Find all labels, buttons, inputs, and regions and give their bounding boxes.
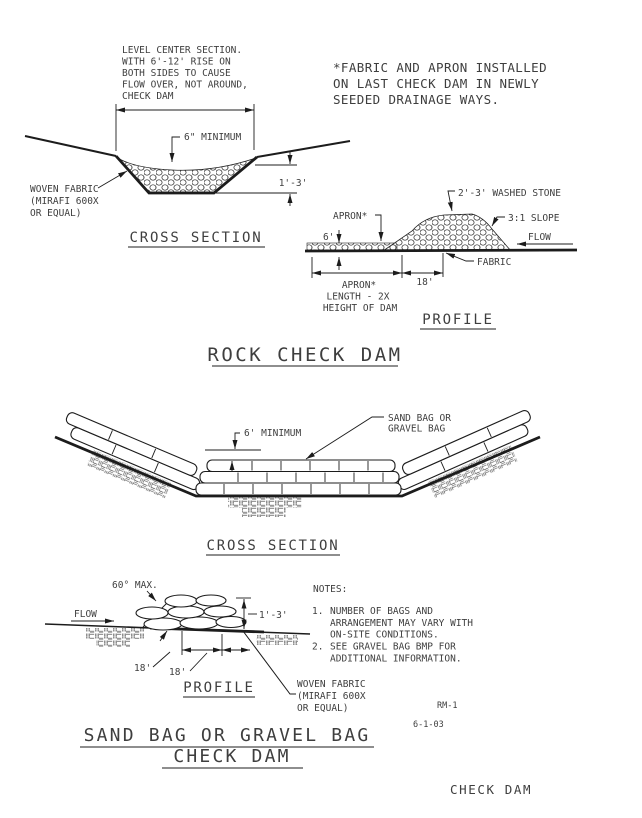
rock-profile-drawing bbox=[305, 188, 577, 329]
slope-callout bbox=[492, 213, 560, 226]
fabric-callout bbox=[446, 253, 511, 268]
note-line: SEE GRAVEL BAG BMP FOR bbox=[330, 641, 456, 653]
ground-line-left bbox=[25, 136, 116, 156]
woven-fabric-label-line: WOVEN FABRIC bbox=[30, 184, 99, 195]
washed-stone-label: 2'-3' WASHED STONE bbox=[458, 188, 561, 199]
dim1-label: 18' bbox=[134, 663, 152, 674]
apron-note-line: APRON* bbox=[341, 280, 377, 291]
base-dimensions bbox=[134, 631, 250, 678]
dim2-label: 18' bbox=[169, 667, 187, 678]
flow-label: FLOW bbox=[528, 232, 551, 243]
sheet-title: CHECK DAM bbox=[450, 782, 533, 797]
angle-label: 60° MAX. bbox=[112, 580, 158, 591]
sandbag-title-line2: CHECK DAM bbox=[173, 746, 291, 767]
sandbag-profile-title: PROFILE bbox=[183, 680, 255, 696]
apron-note-line: LENGTH - 2X bbox=[326, 291, 390, 303]
rock-top-note-line: FLOW OVER, NOT AROUND, bbox=[122, 79, 248, 91]
woven-fabric-label-line: (MIRAFI 600X bbox=[30, 196, 99, 207]
earth-hatch bbox=[86, 628, 144, 639]
earth-hatch bbox=[228, 497, 302, 508]
dam-height-label: 1'-3' bbox=[259, 610, 288, 621]
profile-bag-stack bbox=[136, 595, 246, 630]
fabric-apron-note bbox=[333, 60, 547, 107]
channel-width-dimension bbox=[116, 104, 254, 151]
note-number: 2. bbox=[312, 641, 324, 653]
apron-length-dimension bbox=[312, 253, 443, 288]
dam-width-label: 18' bbox=[416, 277, 434, 288]
sandbag-title-line1: SAND BAG OR GRAVEL BAG bbox=[83, 725, 371, 746]
sandbag-label-line: SAND BAG OR bbox=[388, 413, 451, 424]
slope-label: 3:1 SLOPE bbox=[508, 213, 560, 224]
woven-fabric-label-line: OR EQUAL) bbox=[30, 208, 82, 219]
rock-check-dam-title: ROCK CHECK DAM bbox=[207, 344, 403, 366]
apron-label: APRON* bbox=[333, 211, 368, 222]
apron-height-label: 6' bbox=[323, 232, 335, 243]
sandbag-min-label: 6' MINIMUM bbox=[244, 428, 302, 439]
woven-fabric-label-line: (MIRAFI 600X bbox=[297, 691, 366, 702]
note-line: ON-SITE CONDITIONS. bbox=[330, 629, 439, 641]
profile-fabric-baseline bbox=[305, 250, 577, 251]
rock-flow-indicator bbox=[517, 232, 573, 244]
dam-height-dimension bbox=[236, 598, 288, 629]
center-bag-rows bbox=[196, 460, 401, 495]
notes-block bbox=[312, 584, 473, 665]
earth-hatch bbox=[256, 635, 298, 645]
rock-top-note-line: LEVEL CENTER SECTION. bbox=[122, 45, 243, 56]
toe-arrow bbox=[160, 631, 167, 641]
stone-mound bbox=[383, 214, 511, 251]
fabric-note-line: *FABRIC AND APRON INSTALLED bbox=[333, 60, 547, 75]
fabric-note-line: SEEDED DRAINAGE WAYS. bbox=[333, 92, 500, 107]
rock-top-note-line: WITH 6'-12' RISE ON bbox=[122, 56, 231, 68]
apron-callout bbox=[333, 211, 381, 241]
rock-min-depth-label: 6" MINIMUM bbox=[184, 132, 242, 143]
ref-code: RM-1 bbox=[437, 701, 458, 711]
sandbag-cross-section-drawing bbox=[53, 409, 545, 555]
rock-cross-section-title: CROSS SECTION bbox=[129, 230, 263, 246]
rock-min-depth-callout bbox=[172, 132, 241, 162]
sandbag-flow-indicator bbox=[71, 609, 114, 621]
left-slope-bags bbox=[53, 411, 206, 508]
rock-top-note-line: CHECK DAM bbox=[122, 91, 174, 102]
rock-depth-label: 1'-3' bbox=[278, 178, 308, 189]
earth-hatch bbox=[96, 639, 130, 647]
sandbag-label-line: GRAVEL BAG bbox=[388, 423, 446, 435]
earth-hatch bbox=[242, 508, 286, 517]
apron-note-line: HEIGHT OF DAM bbox=[322, 303, 398, 314]
rock-woven-fabric-callout bbox=[30, 171, 127, 219]
note-line: ADDITIONAL INFORMATION. bbox=[330, 653, 462, 665]
fabric-label: FABRIC bbox=[477, 257, 512, 268]
notes-heading: NOTES: bbox=[313, 584, 348, 595]
woven-fabric-label-line: WOVEN FABRIC bbox=[297, 679, 366, 690]
date-stamp: 6-1-03 bbox=[413, 720, 444, 730]
washed-stone-callout bbox=[448, 188, 561, 211]
note-line: ARRANGEMENT MAY VARY WITH bbox=[330, 618, 473, 629]
woven-fabric-label-line: OR EQUAL) bbox=[297, 703, 349, 714]
angle-callout bbox=[112, 580, 158, 601]
fabric-note-line: ON LAST CHECK DAM IN NEWLY bbox=[333, 76, 540, 91]
rock-cross-section-drawing bbox=[25, 45, 350, 247]
flow-label: FLOW bbox=[74, 609, 97, 620]
note-number: 1. bbox=[312, 606, 324, 617]
ground-line-right bbox=[257, 141, 350, 157]
rock-top-note-line: BOTH SIDES TO CAUSE bbox=[122, 68, 231, 79]
rock-profile-title: PROFILE bbox=[422, 312, 494, 328]
note-line: NUMBER OF BAGS AND bbox=[330, 606, 433, 617]
sandbag-cross-section-title: CROSS SECTION bbox=[206, 538, 340, 554]
